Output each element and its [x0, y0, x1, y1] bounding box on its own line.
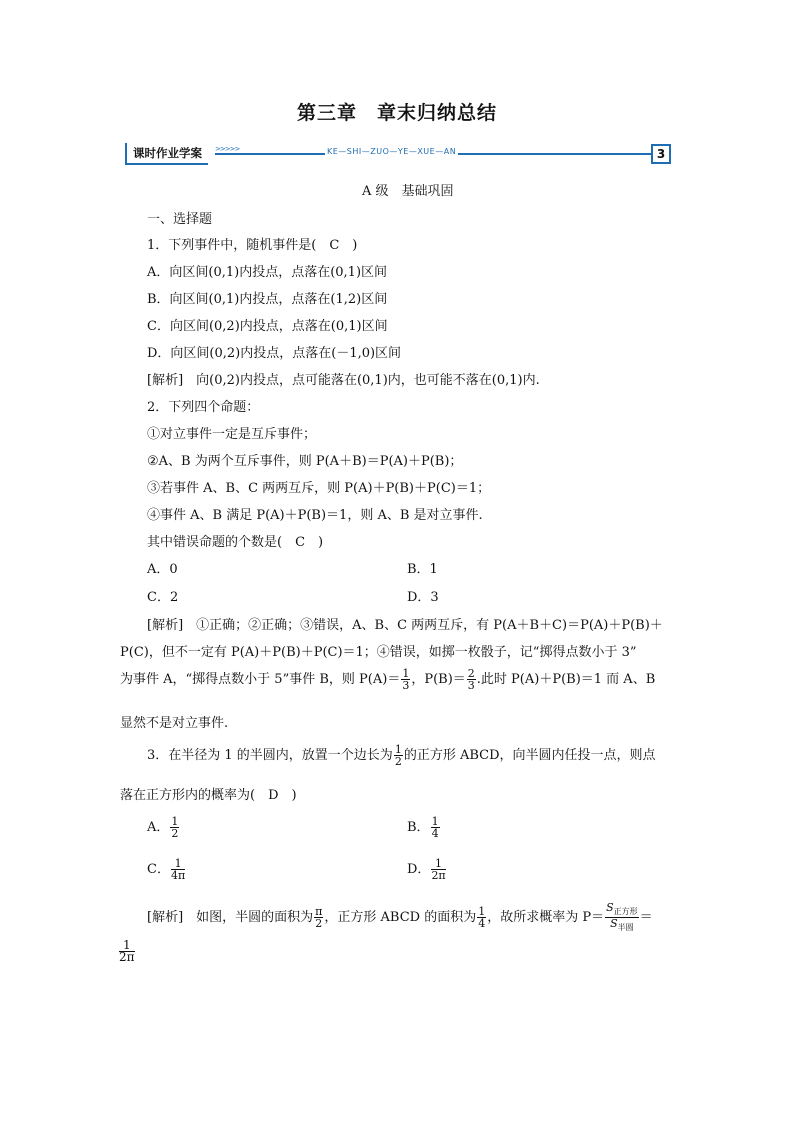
fraction-one-quarter: $\frac{1}{4}$: [478, 905, 486, 931]
q2-analysis-line1: [解析] ①正确；②正确；③错误，A、B、C 两两互斥，有 P(A＋B＋C)＝P(A)＋P(B)＋: [147, 618, 663, 633]
q2-proposition-1: ①对立事件一定是互斥事件；: [147, 427, 317, 442]
q1-option-d: D．向区间(0,2)内投点，点落在(－1,0)区间: [147, 346, 402, 361]
section-banner: [125, 143, 671, 165]
q3-stem-part1: 3．在半径为 1 的半圆内，放置一个边长为: [147, 748, 393, 763]
fraction-one-third: $\frac{1}{3}$: [402, 667, 410, 692]
q1-option-a: A．向区间(0,1)内投点，点落在(0,1)区间: [147, 265, 388, 280]
q3-option-c: C． $\frac{1}{4\pi}$: [147, 857, 186, 882]
q2-option-d: D．3: [407, 590, 439, 605]
q2-option-b: B．1: [407, 562, 438, 577]
q2-proposition-3: ③若事件 A、B、C 两两互斥，则 P(A)＋P(B)＋P(C)＝1；: [147, 481, 491, 496]
q3-stem-part2: 的正方形 ABCD，向半圆内任投一点，则点: [403, 748, 656, 763]
q2-stem: 2．下列四个命题：: [147, 400, 260, 415]
q3-option-d: D． $\frac{1}{2\pi}$: [407, 857, 446, 882]
q2-analysis-line4: 显然不是对立事件.: [120, 716, 229, 731]
section-heading: 一、选择题: [147, 212, 213, 227]
q1-stem: 1．下列事件中，随机事件是( C ): [147, 238, 358, 253]
q2-option-c: C．2: [147, 590, 179, 605]
q2-analysis-line2: P(C)，但不一定有 P(A)＋P(B)＋P(C)＝1；④错误，如掷一枚骰子，记“掷得点数小于 3”: [120, 645, 637, 660]
q3-analysis: [解析] 如图，半圆的面积为 $\frac{\pi}{2}$ ，正方形 ABCD 的面积为 $\frac{1}{4}$ ，故所求概率为 P＝ $\frac{S_{正方形}}{S_{半圆}}$ ＝: [147, 901, 653, 933]
banner-arrows: >>>>>: [215, 145, 240, 153]
q2-analysis-line3-part2: ，P(B)＝: [411, 672, 466, 687]
q2-proposition-2: ②A、B 为两个互斥事件，则 P(A＋B)＝P(A)＋P(B)；: [147, 454, 463, 469]
q2-ask: 其中错误命题的个数是( C ): [147, 535, 324, 550]
q3-stem-line1: [147, 744, 656, 767]
q3-final-answer: $\frac{1}{2\pi}$: [119, 938, 135, 964]
q2-option-a: A．0: [147, 562, 178, 577]
page-title: 第三章 章末归纳总结: [296, 102, 497, 124]
level-heading: A 级 基础巩固: [362, 184, 454, 199]
q3-stem-line2: 落在正方形内的概率为( D ): [120, 788, 297, 803]
q1-option-c: C．向区间(0,2)内投点，点落在(0,1)区间: [147, 319, 388, 334]
fraction-area-ratio: $\frac{S_{正方形}}{S_{半圆}}$: [606, 901, 638, 933]
q3-option-b: B． $\frac{1}{4}$: [407, 815, 439, 840]
q2-analysis-line3-part3: .此时 P(A)＋P(B)＝1 而 A、B: [476, 672, 656, 687]
banner-pinyin: KE—SHI—ZUO—YE—XUE—AN: [327, 147, 457, 156]
q2-analysis-line3-part1: 为事件 A，“掷得点数小于 5”事件 B，则 P(A)＝: [120, 672, 401, 687]
banner-label: 课时作业学案: [125, 143, 208, 165]
q2-proposition-4: ④事件 A、B 满足 P(A)＋P(B)＝1，则 A、B 是对立事件.: [147, 508, 483, 523]
banner-number: 3: [651, 144, 671, 164]
q3-option-a: A． $\frac{1}{2}$: [147, 815, 179, 840]
q1-analysis: [解析] 向(0,2)内投点，点可能落在(0,1)内，也可能不落在(0,1)内.: [147, 373, 540, 388]
fraction-side-length: $\frac{1}{2}$: [394, 743, 402, 768]
q1-option-b: B．向区间(0,1)内投点，点落在(1,2)区间: [147, 292, 388, 307]
fraction-two-thirds: $\frac{2}{3}$: [467, 667, 475, 692]
fraction-pi-half: $\frac{\pi}{2}$: [315, 905, 323, 931]
q2-analysis-line3: [120, 668, 655, 691]
